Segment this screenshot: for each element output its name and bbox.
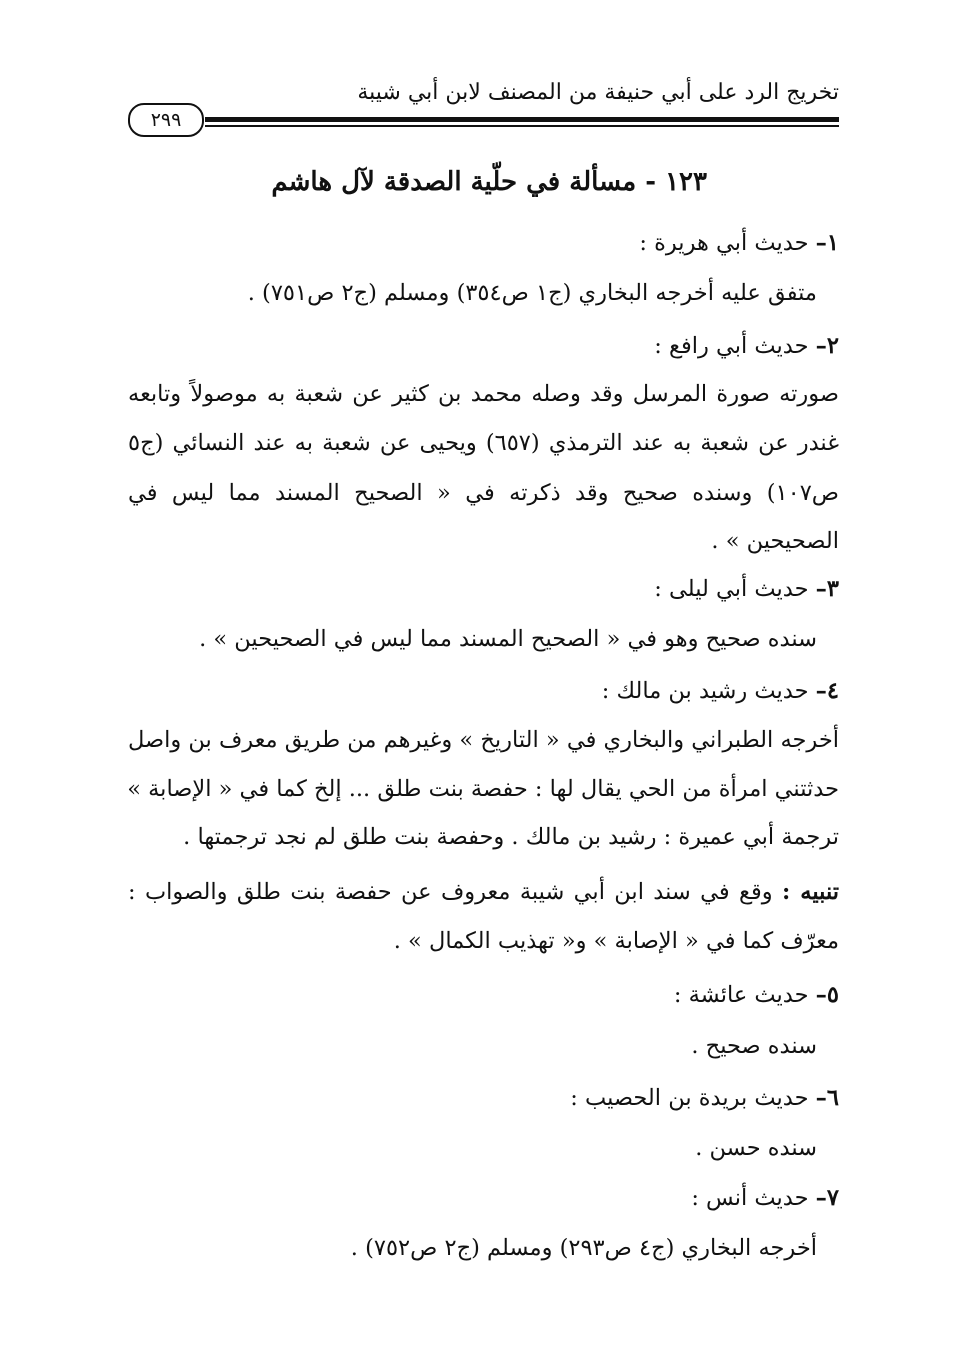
item-heading: [602, 680, 839, 703]
note-line: [128, 881, 839, 904]
item-text-line: حدثتني امرأة من الحي يقال لها : حفصة بنت طلق ... إلخ كما في « الإصابة »: [127, 776, 839, 802]
item-text-line: سنده حسن .: [695, 1135, 817, 1161]
item-heading: [639, 232, 839, 255]
item-heading-text: حديث أبي هريرة :: [639, 230, 809, 256]
item-number: ٧–: [815, 1185, 839, 1211]
section-title: ١٢٣ - مسألة في حلّية الصدقة لآل هاشم: [271, 167, 707, 197]
note-label: تنبيه :: [781, 879, 839, 905]
item-heading: [570, 1087, 839, 1110]
running-header: تخريج الرد على أبي حنيفة من المصنف لابن أبي شيبة: [357, 80, 839, 105]
item-number: ٣–: [815, 576, 839, 602]
item-heading-text: حديث أبي ليلى :: [654, 576, 809, 602]
item-text-line: غندر عن شعبة به عند الترمذي (٦٥٧) ويحيى عن شعبة به عند النسائي (ج٥: [128, 430, 839, 456]
item-heading: [691, 1187, 839, 1210]
item-text-line: أخرجه البخاري (ج٤ ص٢٩٣) ومسلم (ج٢ ص٧٥٢) .: [350, 1235, 817, 1261]
note-text: وقع في سند ابن أبي شيبة معروف عن حفصة بنت طلق والصواب :: [128, 879, 773, 905]
item-text-line: صورته صورة المرسل وقد وصله محمد بن كثير عن شعبة به موصولاً وتابعه: [128, 381, 839, 407]
header-rule: [205, 117, 839, 127]
header-rule-thin: [205, 125, 839, 127]
item-heading-text: حديث أبي رافع :: [654, 333, 809, 359]
header-rule-thick: [205, 117, 839, 122]
item-number: ١–: [815, 230, 839, 256]
item-heading-text: حديث بريدة بن الحصيب :: [570, 1085, 809, 1111]
item-text-line: الصحيحين » .: [711, 528, 839, 554]
item-text-line: ص١٠٧) وسنده صحيح وقد ذكرته في « الصحيح المسند مما ليس في: [128, 480, 839, 506]
item-number: ٦–: [815, 1085, 839, 1111]
item-number: ٤–: [815, 678, 839, 704]
item-text-line: متفق عليه أخرجه البخاري (ج١ ص٣٥٤) ومسلم (ج٢ ص٧٥١) .: [247, 280, 817, 306]
item-heading: [654, 578, 839, 601]
item-heading-text: حديث عائشة :: [673, 982, 809, 1008]
item-heading-text: حديث رشيد بن مالك :: [601, 678, 809, 704]
item-text-line: سنده صحيح وهو في « الصحيح المسند مما ليس في الصحيحين » .: [199, 626, 817, 652]
note-line: معرّف كما في « الإصابة » و« تهذيب الكمال » .: [393, 928, 839, 954]
page-number: ٢٩٩: [128, 103, 204, 137]
item-heading-text: حديث أنس :: [691, 1185, 809, 1211]
item-text-line: سنده صحيح .: [691, 1033, 817, 1059]
item-text-line: أخرجه الطبراني والبخاري في « التاريخ » وغيرهم من طريق معرف بن واصل: [128, 727, 839, 753]
item-heading: [654, 335, 839, 358]
item-number: ٢–: [815, 333, 839, 359]
item-text-line: ترجمة أبي عميرة : رشيد بن مالك . وحفصة بنت طلق لم نجد ترجمتها .: [183, 824, 839, 850]
item-number: ٥–: [815, 982, 839, 1008]
item-heading: [674, 984, 839, 1007]
